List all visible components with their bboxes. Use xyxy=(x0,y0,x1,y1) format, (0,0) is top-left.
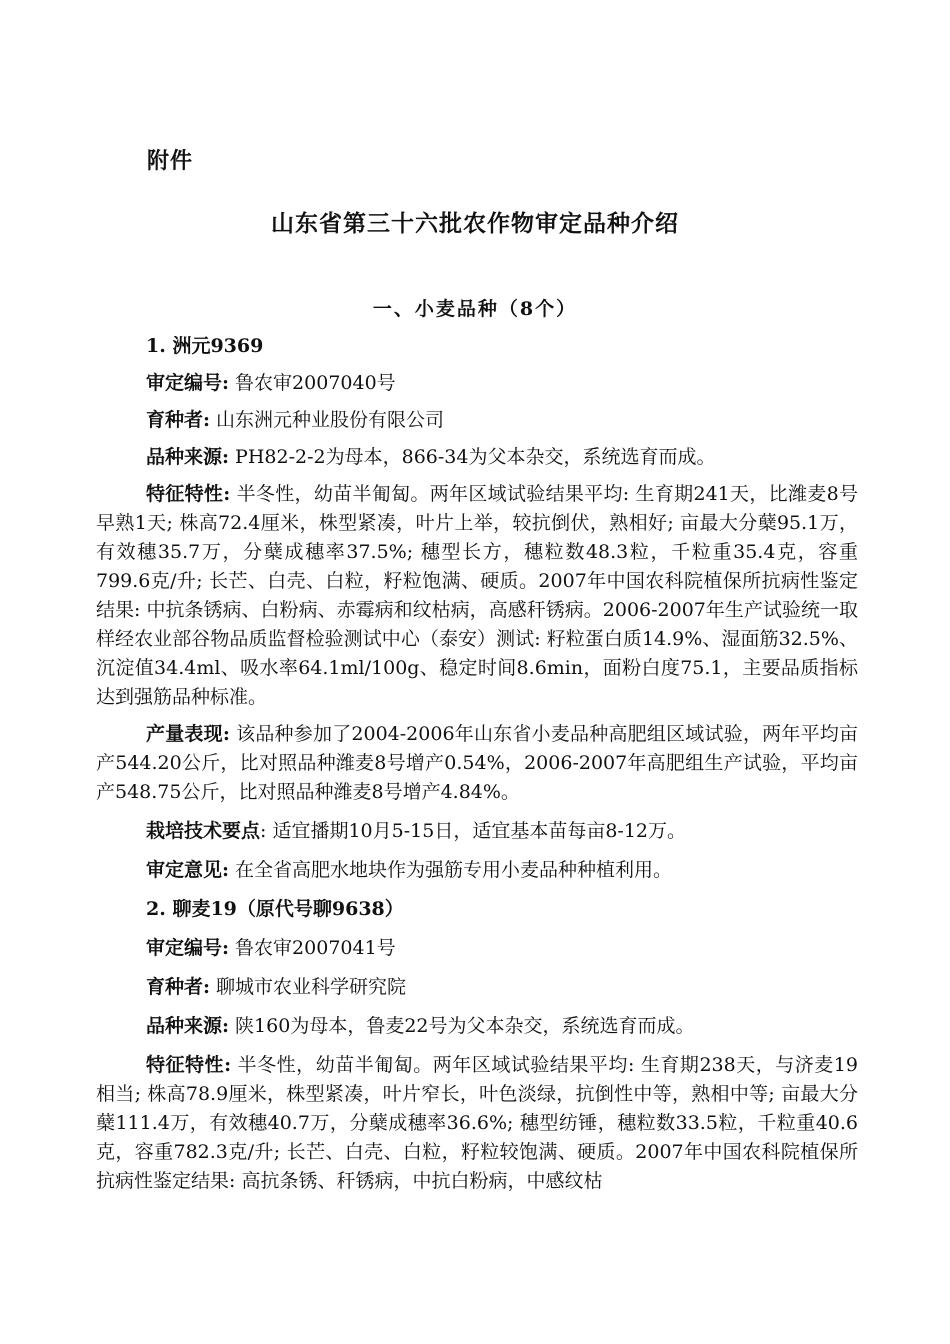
variety-heading: 1. 洲元9369 xyxy=(146,335,264,357)
field-label: 育种者: xyxy=(146,976,211,998)
field-value: : 适宜播期10月5-15日，适宜基本苗每亩8-12万。 xyxy=(260,820,687,842)
document-title: 山东省第三十六批农作物审定品种介绍 xyxy=(271,210,679,237)
document-body xyxy=(96,332,858,1196)
field-label: 审定意见: xyxy=(146,859,230,881)
field-value: 鲁农审2007040号 xyxy=(229,372,396,394)
field-value: 半冬性，幼苗半匍匐。两年区域试验结果平均: 生育期238天，与济麦19相当; 株高78.9厘米，株型紧凑，叶片窄长，叶色淡绿，抗倒性中等，熟相中等; 亩最大分蘖111.4万，有效穗40.7万，分蘖成穗率36.6%; 穗型纺锤，穗粒数33.5粒，千粒重40.6克，容重782.3克/升; 长芒、白壳、白粒，籽粒较饱满、硬质。2007年中国农科院植保所抗病性鉴定结果: 高抗条锈、秆锈病，中抗白粉病，中感纹枯 xyxy=(96,1054,858,1192)
field-label: 产量表现: xyxy=(146,723,230,745)
field-value: PH82-2-2为母本，866-34为父本杂交，系统选育而成。 xyxy=(229,446,716,468)
field-label: 特征特性: xyxy=(146,483,231,505)
traits xyxy=(96,480,858,712)
field-label: 审定编号: xyxy=(146,937,230,959)
field-value: 山东洲元种业股份有限公司 xyxy=(210,409,445,431)
yield-performance xyxy=(96,720,858,807)
variety-source xyxy=(96,443,858,472)
field-value: 鲁农审2007041号 xyxy=(229,937,396,959)
field-value: 陕160为母本，鲁麦22号为父本杂交，系统选育而成。 xyxy=(229,1015,695,1037)
variety-heading: 2. 聊麦19（原代号聊9638） xyxy=(146,898,404,920)
breeder xyxy=(96,973,858,1002)
attachment-label: 附件 xyxy=(147,148,194,174)
field-label: 品种来源: xyxy=(146,446,230,468)
field-value: 半冬性，幼苗半匍匐。两年区域试验结果平均: 生育期241天，比潍麦8号早熟1天; 株高72.4厘米，株型紧凑，叶片上举，较抗倒伏，熟相好; 亩最大分蘖95.1万，有效穗35.7万，分蘖成穗率37.5%; 穗型长方，穗粒数48.3粒，千粒重35.4克，容重799.6克/升; 长芒、白壳、白粒，籽粒饱满、硬质。2007年中国农科院植保所抗病性鉴定结果: 中抗条锈病、白粉病、赤霉病和纹枯病，高感秆锈病。2006-2007年生产试验统一取样经农业部谷物品质监督检验测试中心（泰安）测试: 籽粒蛋白质14.9%、湿面筋32.5%、沉淀值34.4ml、吸水率64.1ml/100g、稳定时间8.6min，面粉白度75.1，主要品质指标达到强筋品种标准。 xyxy=(96,483,859,708)
approval-opinion xyxy=(96,856,858,885)
field-label: 栽培技术要点 xyxy=(146,820,261,842)
field-value: 在全省高肥水地块作为强筋专用小麦品种种植利用。 xyxy=(229,859,673,881)
breeder xyxy=(96,406,858,435)
field-label: 品种来源: xyxy=(146,1015,230,1037)
field-value: 该品种参加了2004-2006年山东省小麦品种高肥组区域试验，两年平均亩产544.20公斤，比对照品种潍麦8号增产0.54%，2006-2007年高肥组生产试验，平均亩产548.75公斤，比对照品种潍麦8号增产4.84%。 xyxy=(96,723,859,803)
cultivation-points xyxy=(96,817,858,846)
approval-number xyxy=(96,934,858,963)
traits xyxy=(96,1051,858,1196)
field-label: 特征特性: xyxy=(146,1054,232,1076)
field-label: 育种者: xyxy=(146,409,211,431)
approval-number xyxy=(96,369,858,398)
section-heading: 一、小麦品种（8个） xyxy=(372,298,578,320)
field-value: 聊城市农业科学研究院 xyxy=(210,976,407,998)
variety-source xyxy=(96,1012,858,1041)
field-label: 审定编号: xyxy=(146,372,230,394)
